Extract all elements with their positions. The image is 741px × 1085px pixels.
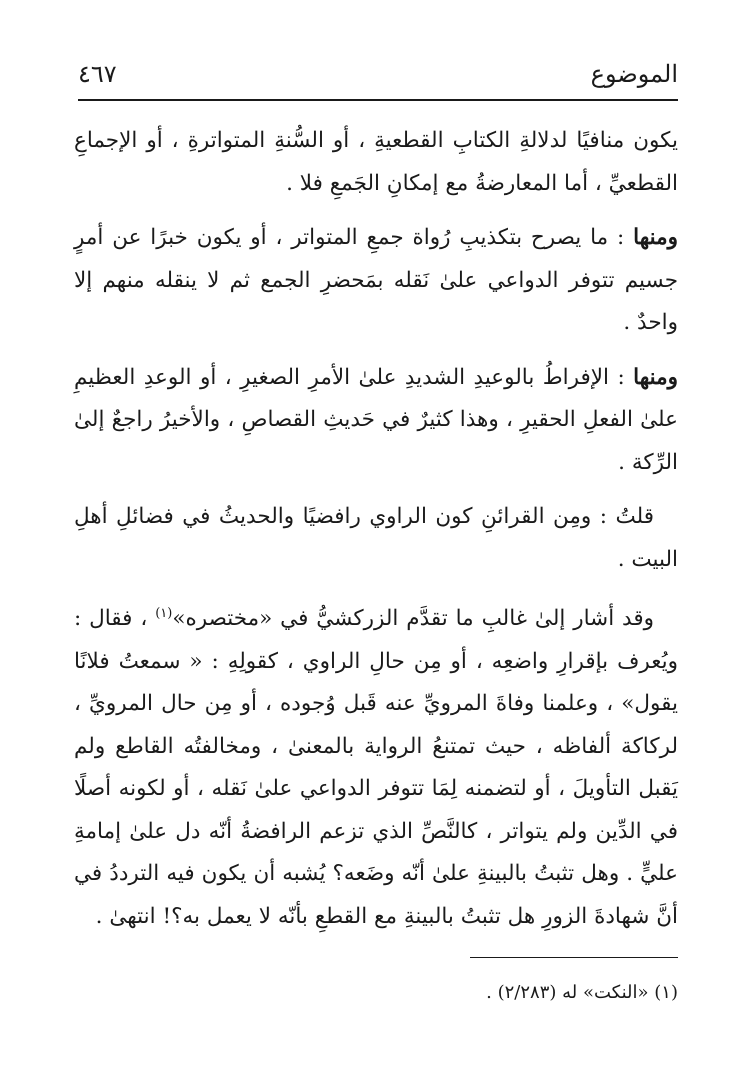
quote-paragraph	[74, 593, 678, 938]
main-text	[74, 120, 678, 950]
page-number: ٤٦٧	[78, 60, 117, 88]
paragraph-text: قلتُ : ومِن القرائنِ كون الراوي رافضيًا والحديثُ في فضائلِ أهلِ البيت .	[74, 504, 678, 572]
paragraph	[74, 120, 678, 205]
footnote-marker: (١)	[155, 606, 173, 621]
paragraph	[74, 357, 678, 485]
paragraph-lead: ومنها	[633, 364, 678, 390]
paragraph-text: : الإفراطُ بالوعيدِ الشديدِ علىٰ الأمرِ الصغيرِ ، أو الوعدِ العظيمِ علىٰ الفعلِ الحقيرِ ، وهذا كثيرٌ في حَديثِ القصاصِ ، والأخيرُ راجعٌ إلىٰ الرِّكة .	[74, 364, 678, 475]
quote-intro: وقد أشار إلىٰ غالبِ ما تقدَّم الزركشيُّ في «مختصره»	[172, 606, 655, 632]
paragraph-text: يكون منافيًا لدلالةِ الكتابِ القطعيةِ ، أو السُّنةِ المتواترةِ ، أو الإجماعِ القطعيِّ ، أما المعارضةُ مع إمكانِ الجَمعِ فلا .	[74, 128, 678, 196]
paragraph	[74, 217, 678, 345]
header-rule	[78, 99, 678, 101]
paragraph-lead: ومنها	[633, 225, 678, 250]
paragraph	[74, 496, 678, 581]
quote-text: ، فقال : ويُعرف بإقرارِ واضعِه ، أو مِن حالِ الراوي ، كقولِهِ : « سمعتُ فلانًا يقول» ، وعلمنا وفاةَ المرويِّ عنه قَبل وُجوده ، أو مِن حال المرويِّ ، لركاكة ألفاظه ، حيث تمتنعُ الرواية بالمعنىٰ ، ومخالفتُه القاطع ولم يَقبل التأويلَ ، أو لتضمنه لِمَا تتوفر الدواعي علىٰ نَقله ، أو لكونه أصلًا في الدِّين ولم يتواتر ، كالنَّصِّ الذي تزعم الرافضةُ أنّه دل علىٰ إمامةِ عليٍّ . وهل تثبتُ بالبينةِ علىٰ أنّه وضَعه؟ يُشبه أن يكون فيه الترددُ في أنَّ شهادةَ الزورِ هل تثبتُ بالبينةِ مع القطعِ بأنّه لا يعمل به؟! انتهىٰ .	[74, 606, 678, 929]
footnote: (١) «النكت» له (٢/٢٨٣) .	[486, 982, 678, 1003]
paragraph-text: : ما يصرح بتكذيبِ رُواة جمعِ المتواتر ، أو يكون خبرًا عن أمرٍ جسيم تتوفر الدواعي علىٰ نَقله بمَحضرِ الجمع ثم لا ينقله منهم إلا واحدٌ .	[74, 225, 678, 335]
footnote-rule	[470, 957, 678, 958]
page-header	[78, 56, 678, 96]
running-title: الموضوع	[590, 60, 678, 88]
